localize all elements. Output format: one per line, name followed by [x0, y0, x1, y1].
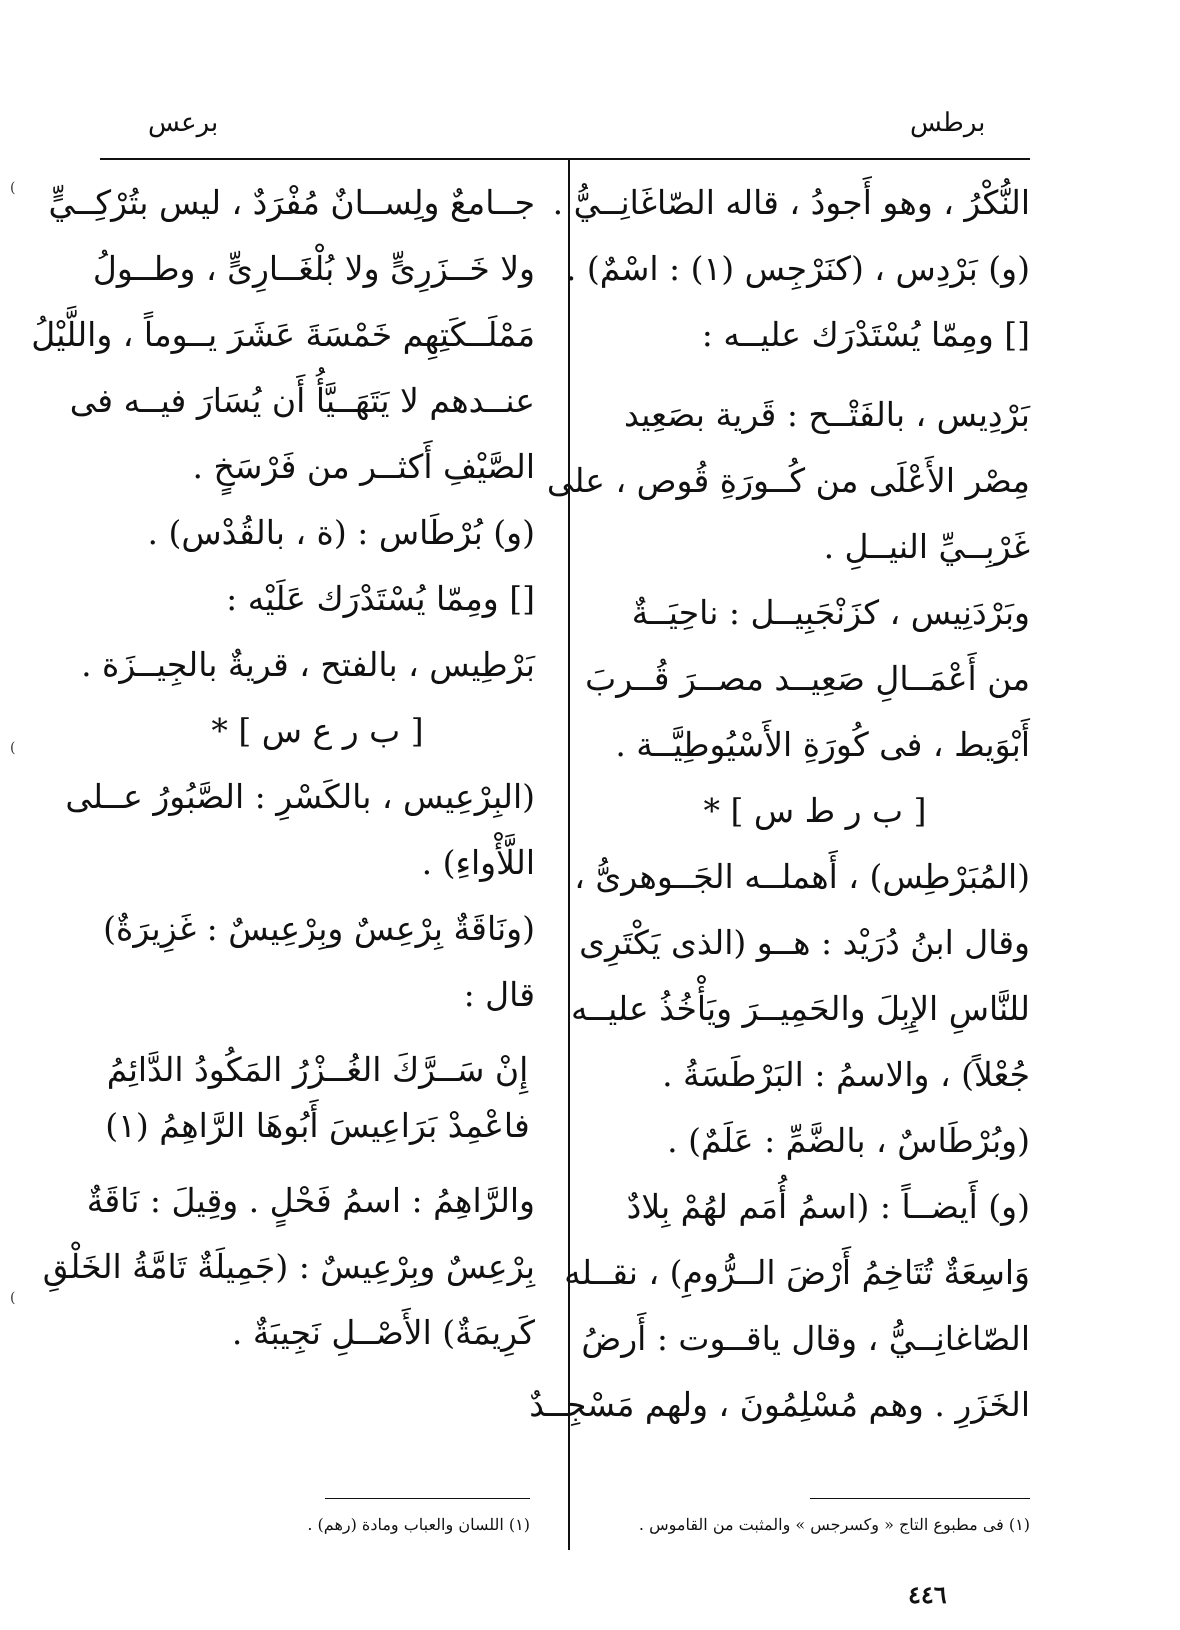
- entry-heading: [ ب ر ط س ] *: [703, 791, 927, 830]
- text-line: والرَّاهِمُ : اسمُ فَحْلٍ . وقِيلَ : نَاقَةٌ: [86, 1181, 535, 1220]
- header-word-right: برطس: [910, 108, 986, 138]
- text-line: وَاسِعَةٌ تُتَاخِمُ أَرْضَ الــرُّومِ) ، نقــله: [564, 1253, 1030, 1292]
- text-line: وقال ابنُ دُرَيْد : هــو (الذى يَكْتَرِى: [579, 923, 1030, 962]
- text-line: (ونَاقَةٌ بِرْعِسٌ وبِرْعِيسٌ : غَزِيرَةٌ): [103, 909, 535, 948]
- text-line: النُّكْرُ ، وهو أَجودُ ، قاله الصّاغَانِــيُّ .: [552, 183, 1030, 222]
- header-word-left: برعس: [148, 108, 219, 138]
- page-number: ٤٤٦: [908, 1580, 947, 1609]
- text-line: بَرْدِيس ، بالفَتْــح : قَرية بصَعِيد: [623, 395, 1030, 434]
- text-line: ولا خَــزَرِىٍّ ولا بُلْغَــارِىٍّ ، وطــولُ: [92, 249, 535, 288]
- text-line: كَرِيمَةٌ) الأَصْــلِ نَجِيبَةٌ .: [231, 1313, 535, 1352]
- text-line: (و) أَيضــاً : (اسمُ أُمَم لهُمْ بِلادٌ: [626, 1187, 1030, 1226]
- text-line: (و) بُرْطَاس : (ة ، بالقُدْس) .: [147, 513, 535, 552]
- text-line: الصّاغانِــيُّ ، وقال ياقــوت : أَرضُ: [581, 1319, 1030, 1358]
- text-line: مَمْلَــكَتِهِم خَمْسَةَ عَشَرَ يــوماً ، واللَّيْلُ: [31, 315, 535, 354]
- text-line: جــامعٌ ولِســانٌ مُفْرَدٌ ، ليس بتُرْكِــيٍّ: [48, 183, 535, 222]
- entry-heading: [ ب ر ع س ] *: [211, 711, 424, 750]
- text-line: (و) بَرْدِس ، (كنَرْجِس (١) : اسْمٌ) .: [565, 249, 1030, 288]
- marginal-mark: (: [10, 180, 16, 196]
- footnote-rule-left: [325, 1498, 530, 1499]
- text-line: وبَرْدَنِيس ، كزَنْجَبِيــل : ناحِيَــةٌ: [631, 593, 1030, 632]
- text-line: اللَّأْواءِ) .: [421, 843, 535, 882]
- text-line: بِرْعِسٌ وبِرْعِيسٌ : (جَمِيلَةٌ تَامَّةُ الخَلْقِ: [42, 1247, 535, 1286]
- footnote-rule-right: [810, 1498, 1030, 1499]
- text-line: أَبْوَيط ، فى كُورَةِ الأَسْيُوطِيَّــة .: [615, 725, 1030, 764]
- header-rule: [100, 158, 1030, 160]
- text-line: عنــدهم لا يَتَهَــيَّأُ أَن يُسَارَ فيــه فى: [69, 381, 535, 420]
- text-line: جُعْلاً) ، والاسمُ : البَرْطَسَةُ .: [662, 1055, 1030, 1094]
- text-line: الخَزَرِ . وهم مُسْلِمُونَ ، ولهم مَسْجِــدٌ: [529, 1385, 1030, 1424]
- text-line: من أَعْمَــالِ صَعِيــد مصــرَ قُــربَ: [585, 659, 1030, 698]
- verse-line: فاعْمِدْ بَرَاعِيسَ أَبُوهَا الرَّاهِمُ (١): [105, 1106, 530, 1145]
- text-line: بَرْطِيس ، بالفتح ، قريةٌ بالجِيــزَة .: [81, 645, 535, 684]
- text-line: (وبُرْطَاسٌ ، بالضَّمِّ : عَلَمٌ) .: [667, 1121, 1030, 1160]
- footnote-left: (١) اللسان والعباب ومادة (رهم) .: [307, 1515, 530, 1534]
- column-divider: [568, 160, 570, 1550]
- marginal-mark: (: [10, 740, 16, 756]
- marginal-mark: (: [10, 1290, 16, 1306]
- right-column: [529, 170, 1030, 1438]
- text-line: (البِرْعِيس ، بالكَسْرِ : الصَّبُورُ عــلى: [65, 777, 535, 816]
- text-line: غَرْبِــيِّ النيــلِ .: [823, 527, 1030, 566]
- text-line: (المُبَرْطِس) ، أَهملــه الجَــوهرىُّ ،: [574, 857, 1030, 896]
- verse-line: إِنْ سَــرَّكَ الغُــزْرُ المَكُودُ الدَّائِمُ: [106, 1050, 529, 1089]
- text-line: قال :: [463, 975, 535, 1014]
- text-line: [] ومِمّا يُسْتَدْرَك عَلَيْه :: [226, 579, 535, 618]
- text-line: للنَّاسِ الإِبِلَ والحَمِيــرَ ويَأْخُذُ عليــه: [571, 989, 1030, 1028]
- left-column: [31, 170, 535, 1366]
- text-line: مِصْر الأَعْلَى من كُــورَةِ قُوص ، على: [546, 461, 1030, 500]
- footnote-right: (١) فى مطبوع التاج « وكسرجس » والمثبت من القاموس .: [638, 1515, 1030, 1534]
- text-line: الصَّيْفِ أَكثــر من فَرْسَخٍ .: [192, 447, 535, 486]
- text-line: [] ومِمّا يُسْتَدْرَك عليــه :: [701, 315, 1030, 354]
